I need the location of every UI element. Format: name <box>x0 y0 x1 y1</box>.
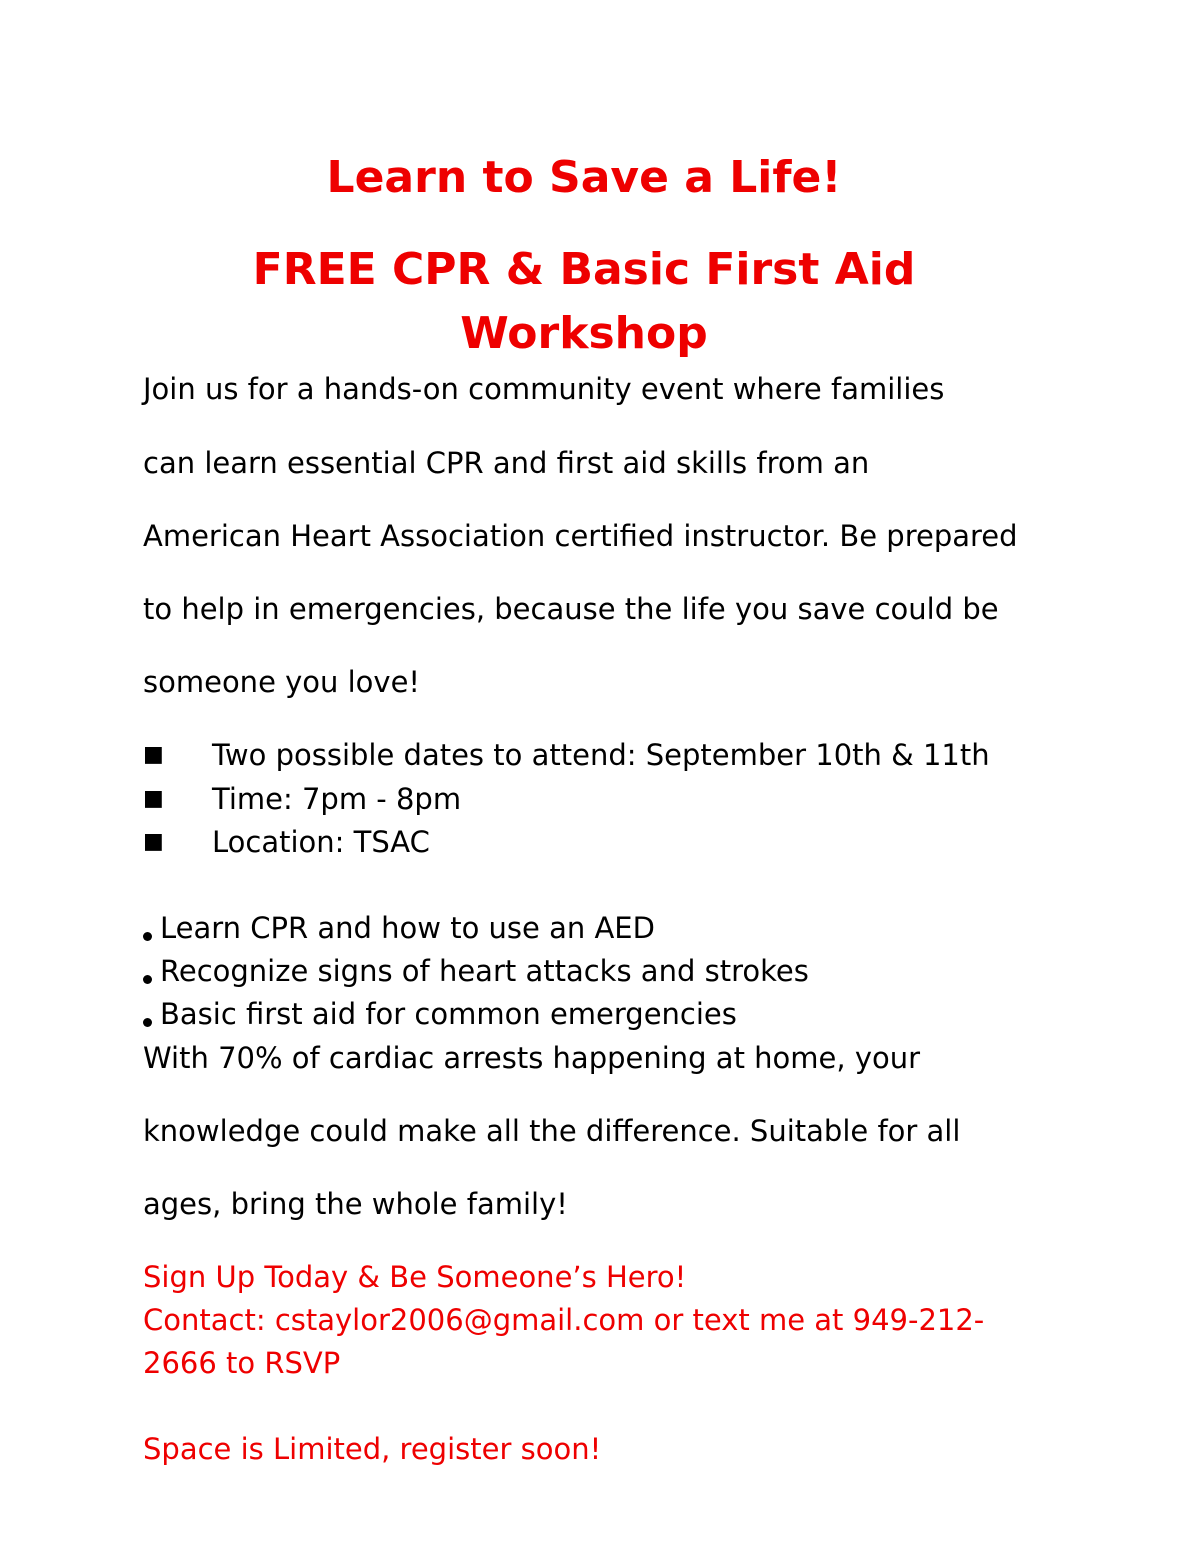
square-bullet-icon: ■ <box>143 742 164 767</box>
space-limited-note: Space is Limited, register soon! <box>143 1432 602 1466</box>
intro-line-3: American Heart Association certified instructor. Be prepared <box>143 519 1018 553</box>
closing-line-3: ages, bring the whole family! <box>143 1187 568 1221</box>
topic-item <box>143 908 655 948</box>
topic-text: Learn CPR and how to use an AED <box>160 911 655 945</box>
topic-item <box>143 951 809 991</box>
intro-line-1: Join us for a hands-on community event where families <box>143 372 945 406</box>
detail-time: Time: 7pm - 8pm <box>212 782 462 816</box>
topic-text: Recognize signs of heart attacks and strokes <box>160 954 809 988</box>
intro-line-5: someone you love! <box>143 665 421 699</box>
subtitle-line-2: Workshop <box>460 308 708 359</box>
square-bullet-icon: ■ <box>143 786 164 811</box>
round-bullet-icon <box>143 932 152 941</box>
cta-headline: Sign Up Today & Be Someone’s Hero! <box>143 1260 687 1294</box>
round-bullet-icon <box>143 1018 152 1027</box>
detail-dates: Two possible dates to attend: September 10th & 11th <box>212 738 990 772</box>
subtitle-line-1: FREE CPR & Basic First Aid <box>252 244 916 295</box>
contact-line-1: Contact: cstaylor2006@gmail.com or text me at 949-212- <box>143 1303 985 1337</box>
flyer-subtitle <box>0 238 1168 366</box>
closing-line-1: With 70% of cardiac arrests happening at home, your <box>143 1041 921 1075</box>
round-bullet-icon <box>143 975 152 984</box>
intro-line-4: to help in emergencies, because the life you save could be <box>143 592 999 626</box>
square-bullet-icon: ■ <box>143 829 164 854</box>
topic-item <box>143 994 737 1034</box>
intro-line-2: can learn essential CPR and first aid skills from an <box>143 446 870 480</box>
flyer-title: Learn to Save a Life! <box>326 152 842 203</box>
closing-line-2: knowledge could make all the difference. Suitable for all <box>143 1114 961 1148</box>
detail-location: Location: TSAC <box>212 825 430 859</box>
contact-line-2: 2666 to RSVP <box>143 1346 341 1380</box>
topic-text: Basic first aid for common emergencies <box>160 997 737 1031</box>
